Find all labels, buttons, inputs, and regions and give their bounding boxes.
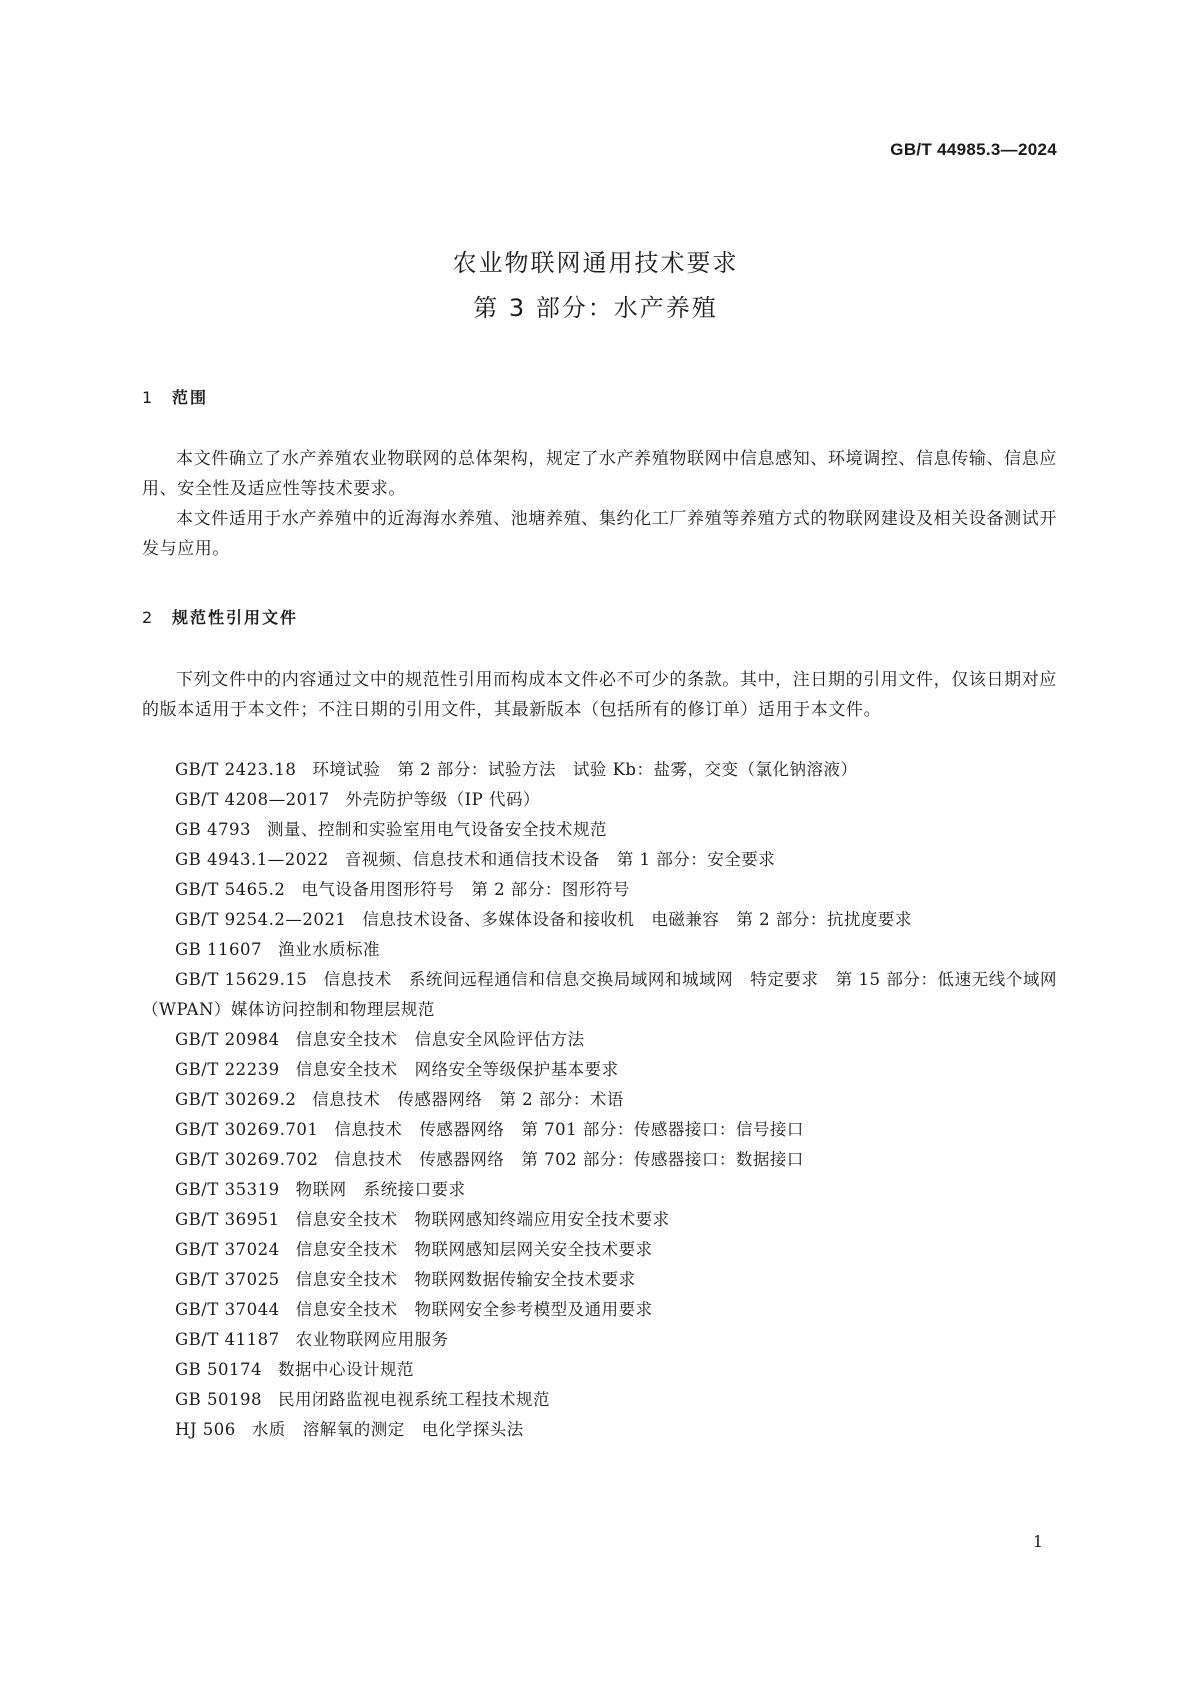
reference-title: 环境试验 第 2 部分：试验方法 试验 Kb：盐雾，交变（氯化钠溶液） [312, 760, 858, 779]
scope-paragraph: 本文件确立了水产养殖农业物联网的总体架构，规定了水产养殖物联网中信息感知、环境调控、信息传输、信息应用、安全性及适应性等技术要求。 [142, 449, 1057, 499]
reference-title: 信息安全技术 网络安全等级保护基本要求 [295, 1060, 619, 1079]
section-heading-scope [142, 385, 208, 408]
reference-code: GB/T 36951 [175, 1210, 280, 1229]
reference-title: 电气设备用图形符号 第 2 部分：图形符号 [301, 880, 630, 899]
reference-item [142, 1085, 1057, 1115]
reference-title: 信息安全技术 物联网安全参考模型及通用要求 [295, 1300, 653, 1319]
reference-item [142, 1115, 1057, 1145]
reference-title: 信息技术设备、多媒体设备和接收机 电磁兼容 第 2 部分：抗扰度要求 [362, 910, 912, 929]
reference-item [142, 1265, 1057, 1295]
reference-code: GB/T 20984 [175, 1030, 280, 1049]
reference-item [142, 1385, 1057, 1415]
reference-item [142, 1235, 1057, 1265]
reference-title: 信息安全技术 物联网数据传输安全技术要求 [295, 1270, 636, 1289]
reference-item [142, 1025, 1057, 1055]
reference-code: GB/T 30269.702 [175, 1150, 319, 1169]
reference-code: GB 4793 [175, 820, 252, 839]
reference-code: GB/T 2423.18 [175, 760, 297, 779]
reference-item [142, 875, 1057, 905]
reference-title: 信息安全技术 物联网感知层网关安全技术要求 [295, 1240, 653, 1259]
reference-code: GB/T 22239 [175, 1060, 280, 1079]
reference-code: GB/T 37024 [175, 1240, 280, 1259]
reference-code: GB/T 35319 [175, 1180, 280, 1199]
reference-title: 水质 溶解氧的测定 电化学探头法 [251, 1420, 524, 1439]
reference-code: GB/T 9254.2—2021 [175, 910, 347, 929]
reference-code: GB/T 4208—2017 [175, 790, 330, 809]
reference-title: 信息技术 传感器网络 第 701 部分：传感器接口：信号接口 [334, 1120, 804, 1139]
section-title: 范围 [172, 388, 209, 407]
reference-title: 外壳防护等级（IP 代码） [345, 790, 540, 809]
standard-number: GB/T 44985.3—2024 [890, 140, 1057, 159]
reference-title: 数据中心设计规范 [278, 1360, 415, 1379]
reference-item [142, 1145, 1057, 1175]
document-subtitle: 第 3 部分：水产养殖 [473, 294, 718, 322]
reference-title: 信息安全技术 信息安全风险评估方法 [295, 1030, 585, 1049]
reference-code: GB/T 15629.15 [175, 970, 308, 989]
reference-title: 信息安全技术 物联网感知终端应用安全技术要求 [295, 1210, 670, 1229]
reference-item [142, 1415, 1057, 1445]
reference-title: 信息技术 传感器网络 第 2 部分：术语 [312, 1090, 624, 1109]
reference-title: 民用闭路监视电视系统工程技术规范 [278, 1390, 551, 1409]
reference-title: 信息技术 传感器网络 第 702 部分：传感器接口：数据接口 [334, 1150, 804, 1169]
normative-intro-paragraph: 下列文件中的内容通过文中的规范性引用而构成本文件必不可少的条款。其中，注日期的引用文件，仅该日期对应的版本适用于本文件；不注日期的引用文件，其最新版本（包括所有的修订单）适用于本文件。 [142, 670, 1057, 720]
scope-paragraph: 本文件适用于水产养殖中的近海海水养殖、池塘养殖、集约化工厂养殖等养殖方式的物联网建设及相关设备测试开发与应用。 [142, 509, 1057, 559]
reference-title: 音视频、信息技术和通信技术设备 第 1 部分：安全要求 [344, 850, 776, 869]
reference-code: GB/T 37044 [175, 1300, 280, 1319]
reference-item [142, 935, 1057, 965]
reference-item [142, 1205, 1057, 1235]
reference-code: GB 50198 [175, 1390, 263, 1409]
reference-item [142, 785, 1057, 815]
section-heading-normative-references [142, 605, 298, 628]
reference-code: GB/T 5465.2 [175, 880, 286, 899]
reference-title: 渔业水质标准 [278, 940, 381, 959]
reference-item [142, 755, 1057, 785]
reference-title: 信息技术 系统间远程通信和信息交换局域网和城域网 特定要求 第 15 部分：低速无线个域网（WPAN）媒体访问控制和物理层规范 [142, 970, 1057, 1019]
reference-code: GB/T 30269.701 [175, 1120, 319, 1139]
document-title: 农业物联网通用技术要求 [452, 249, 739, 277]
section-title: 规范性引用文件 [172, 608, 299, 627]
reference-code: GB 4943.1—2022 [175, 850, 329, 869]
reference-title: 测量、控制和实验室用电气设备安全技术规范 [267, 820, 608, 839]
reference-code: GB/T 30269.2 [175, 1090, 297, 1109]
section-number: 2 [142, 608, 155, 627]
reference-item [142, 965, 1057, 1025]
reference-code: HJ 506 [175, 1420, 236, 1439]
reference-item [142, 905, 1057, 935]
reference-title: 物联网 系统接口要求 [295, 1180, 466, 1199]
reference-code: GB 50174 [175, 1360, 263, 1379]
section-number: 1 [142, 388, 155, 407]
reference-item [142, 1325, 1057, 1355]
reference-list [142, 755, 1057, 1445]
reference-title: 农业物联网应用服务 [295, 1330, 449, 1349]
reference-item [142, 1355, 1057, 1385]
reference-code: GB 11607 [175, 940, 263, 959]
reference-item [142, 1295, 1057, 1325]
reference-item [142, 815, 1057, 845]
reference-code: GB/T 37025 [175, 1270, 280, 1289]
reference-item [142, 845, 1057, 875]
reference-code: GB/T 41187 [175, 1330, 280, 1349]
reference-item [142, 1175, 1057, 1205]
reference-item [142, 1055, 1057, 1085]
page-number: 1 [1032, 1532, 1043, 1551]
